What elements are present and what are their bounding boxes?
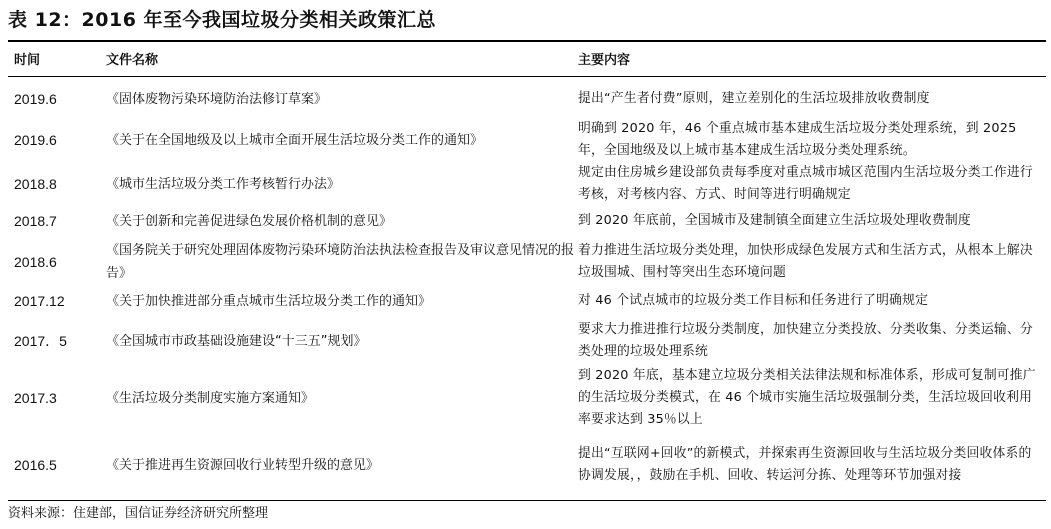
row-date: 2017.12: [14, 293, 65, 309]
row-document-name: 《关于推进再生资源回收行业转型升级的意见》: [106, 457, 380, 473]
row-document-name: 《固体废物污染环境防治法修订草案》: [106, 91, 328, 107]
table-row: [8, 208, 1046, 234]
header-name: 文件名称: [106, 53, 159, 68]
row-date: 2018.6: [14, 254, 57, 270]
row-date: 2018.7: [14, 213, 57, 229]
row-document-name: 《关于创新和完善促进绿色发展价格机制的意见》: [106, 213, 393, 229]
row-content: 对 46 个试点城市的垃圾分类工作目标和任务进行了明确规定: [578, 293, 929, 308]
row-content: 要求大力推进推行垃圾分类制度，加快建立分类投放、分类收集、分类运输、分类处理的垃圾处理系统: [578, 322, 1033, 359]
row-date: 2018.8: [14, 176, 57, 192]
header-date: 时间: [14, 53, 41, 68]
row-document-name: 《全国城市市政基础设施建设“十三五”规划》: [106, 333, 367, 349]
title-divider: [8, 40, 1046, 42]
header-content: 主要内容: [578, 53, 631, 68]
row-date: 2017.3: [14, 390, 57, 406]
row-date: 2019.6: [14, 132, 57, 148]
table-row: [8, 319, 1046, 363]
table-row: [8, 86, 1046, 112]
row-document-name: 《关于加快推进部分重点城市生活垃圾分类工作的通知》: [106, 293, 432, 309]
table-row: [8, 239, 1046, 285]
row-document-name: 《生活垃圾分类制度实施方案通知》: [106, 390, 315, 406]
table-title: 表 12：2016 年至今我国垃圾分类相关政策汇总: [8, 9, 437, 31]
table-row: [8, 365, 1046, 431]
row-date: 2016.5: [14, 457, 57, 473]
row-document-name: 《关于在全国地级及以上城市全面开展生活垃圾分类工作的通知》: [106, 132, 484, 148]
source-note: 资料来源：住建部，国信证券经济研究所整理: [8, 506, 269, 521]
row-content: 提出“互联网+回收”的新模式，并探索再生资源回收与生活垃圾分类回收体系的协调发展，，鼓励在手机、回收、转运河分拣、处理等环节加强对接: [578, 446, 1032, 483]
row-content: 提出“产生者付费”原则，建立差别化的生活垃圾排放收费制度: [578, 91, 930, 106]
table-row: [8, 432, 1046, 498]
row-date: 2017．5: [14, 333, 67, 349]
table-bottom-divider: [8, 500, 1046, 501]
table-row: [8, 288, 1046, 314]
table-row: [8, 118, 1046, 162]
row-content: 到 2020 年底前，全国城市及建制镇全面建立生活垃圾处理收费制度: [578, 213, 971, 228]
row-date: 2019.6: [14, 91, 57, 107]
row-content: 着力推进生活垃圾分类处理，加快形成绿色发展方式和生活方式，从根本上解决垃圾围城、围村等突出生态环境问题: [578, 243, 1033, 280]
row-document-name: 《城市生活垃圾分类工作考核暂行办法》: [106, 176, 341, 192]
header-divider: [8, 76, 1046, 77]
row-document-name: 《国务院关于研究处理固体废物污染环境防治法执法检查报告及审议意见情况的报告》: [106, 243, 575, 281]
row-content: 明确到 2020 年，46 个重点城市基本建成生活垃圾分类处理系统，到 2025 年，全国地级及以上城市基本建成生活垃圾分类处理系统。: [578, 121, 1017, 158]
row-content: 规定由住房城乡建设部负责每季度对重点城市城区范围内生活垃圾分类工作进行考核，对考核内容、方式、时间等进行明确规定: [578, 165, 1033, 202]
table-row: [8, 162, 1046, 206]
row-content: 到 2020 年底，基本建立垃圾分类相关法律法规和标准体系，形成可复制可推广的生活垃圾分类模式，在 46 个城市实施生活垃圾强制分类，生活垃圾回收利用率要求达到 35％以上: [578, 368, 1036, 427]
